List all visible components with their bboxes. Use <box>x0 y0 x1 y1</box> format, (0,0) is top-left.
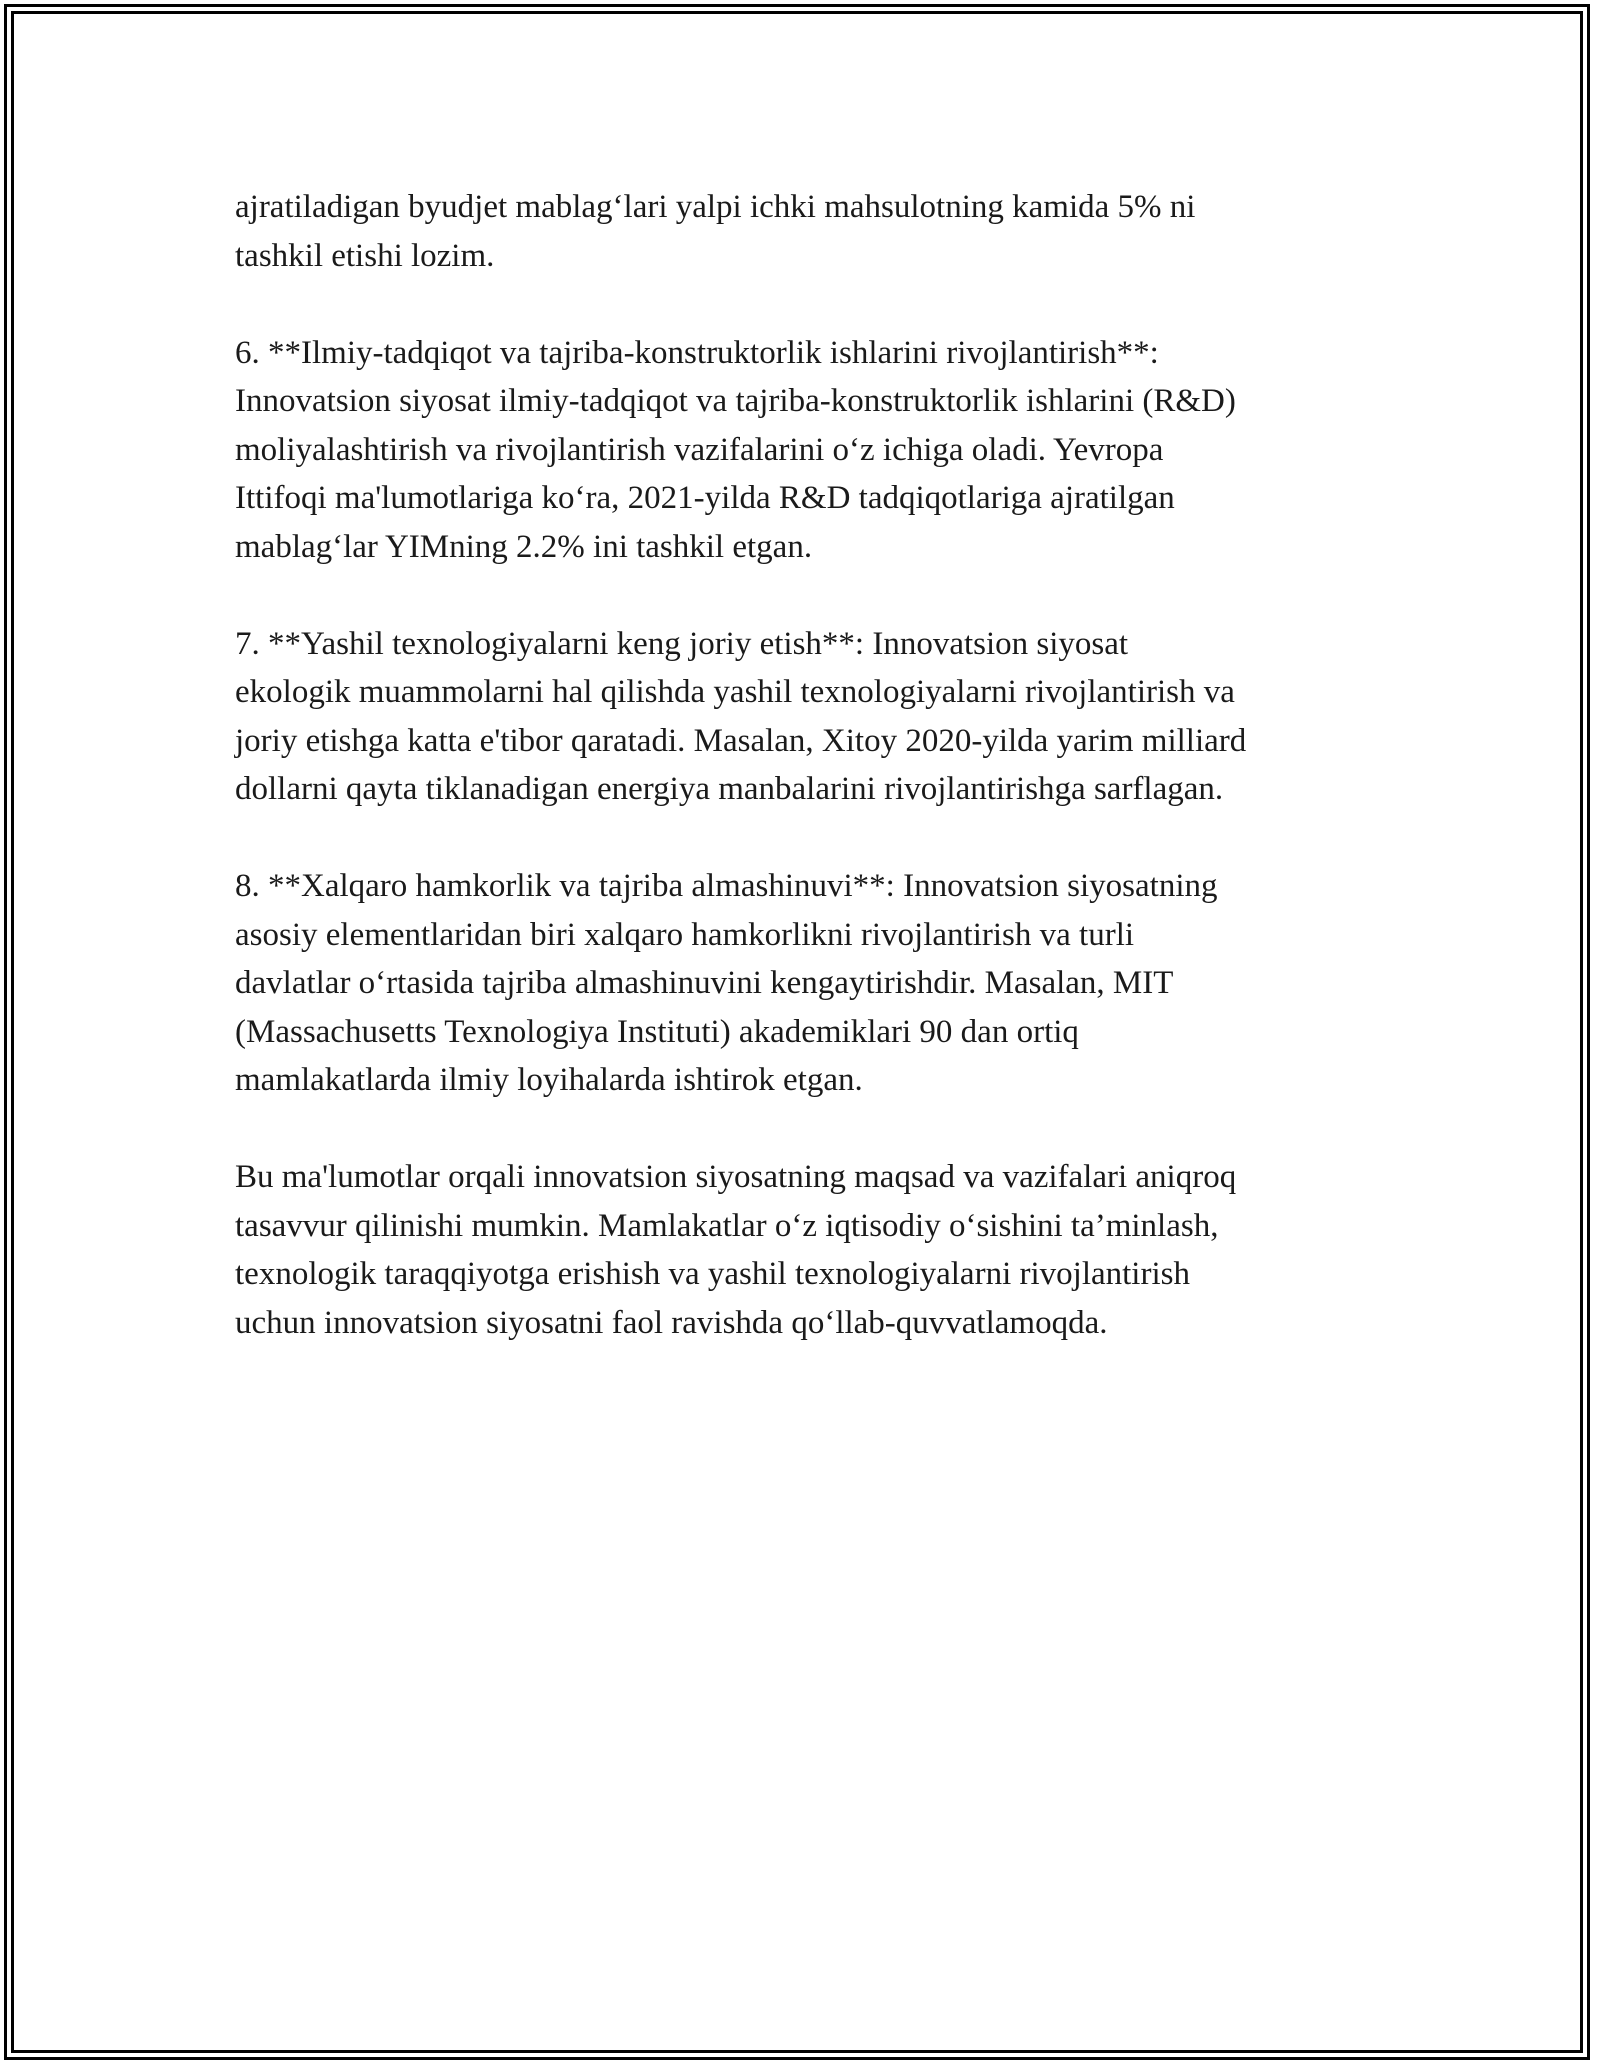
text-line: asosiy elementlaridan biri xalqaro hamkorlikni rivojlantirish va turli <box>235 916 1135 953</box>
paragraph-item-6-rnd <box>235 329 1365 572</box>
text-line: moliyalashtirish va rivojlantirish vazifalarini o‘z ichiga oladi. Yevropa <box>235 431 1164 468</box>
text-line: tashkil etishi lozim. <box>235 237 495 274</box>
text-line: Ittifoqi ma'lumotlariga ko‘ra, 2021-yilda R&D tadqiqotlariga ajratilgan <box>235 480 1175 516</box>
paragraph-item-7-green-tech <box>235 620 1365 814</box>
document-body <box>235 183 1365 1396</box>
text-line: mablag‘lar YIMning 2.2% ini tashkil etgan. <box>235 528 813 565</box>
text-line: 8. **Xalqaro hamkorlik va tajriba almashinuvi**: Innovatsion siyosatning <box>235 868 1218 904</box>
paragraph-conclusion <box>235 1153 1365 1347</box>
text-line: texnologik taraqqiyotga erishish va yashil texnologiyalarni rivojlantirish <box>235 1256 1190 1292</box>
text-line: 6. **Ilmiy-tadqiqot va tajriba-konstruktorlik ishlarini rivojlantirish**: <box>235 334 1159 371</box>
paragraph-budget-continuation <box>235 183 1365 280</box>
text-line: Bu ma'lumotlar orqali innovatsion siyosatning maqsad va vazifalari aniqroq <box>235 1159 1237 1195</box>
text-line: davlatlar o‘rtasida tajriba almashinuvini kengaytirishdir. Masalan, MIT <box>235 965 1174 1001</box>
text-line: dollarni qayta tiklanadigan energiya manbalarini rivojlantirishga sarflagan. <box>235 771 1224 807</box>
text-line: uchun innovatsion siyosatni faol ravishda qo‘llab-quvvatlamoqda. <box>235 1304 1108 1341</box>
text-line: ajratiladigan byudjet mablag‘lari yalpi ichki mahsulotning kamida 5% ni <box>235 189 1196 225</box>
text-line: joriy etishga katta e'tibor qaratadi. Masalan, Xitoy 2020-yilda yarim milliard <box>235 722 1247 759</box>
text-line: Innovatsion siyosat ilmiy-tadqiqot va tajriba-konstruktorlik ishlarini (R&D) <box>235 383 1236 419</box>
text-line: (Massachusetts Texnologiya Instituti) akademiklari 90 dan ortiq <box>235 1013 1079 1050</box>
text-line: 7. **Yashil texnologiyalarni keng joriy etish**: Innovatsion siyosat <box>235 625 1129 662</box>
text-line: mamlakatlarda ilmiy loyihalarda ishtirok etgan. <box>235 1062 863 1098</box>
text-line: ekologik muammolarni hal qilishda yashil texnologiyalarni rivojlantirish va <box>235 674 1235 710</box>
paragraph-item-8-international <box>235 862 1365 1105</box>
text-line: tasavvur qilinishi mumkin. Mamlakatlar o‘z iqtisodiy o‘sishini ta’minlash, <box>235 1207 1219 1244</box>
